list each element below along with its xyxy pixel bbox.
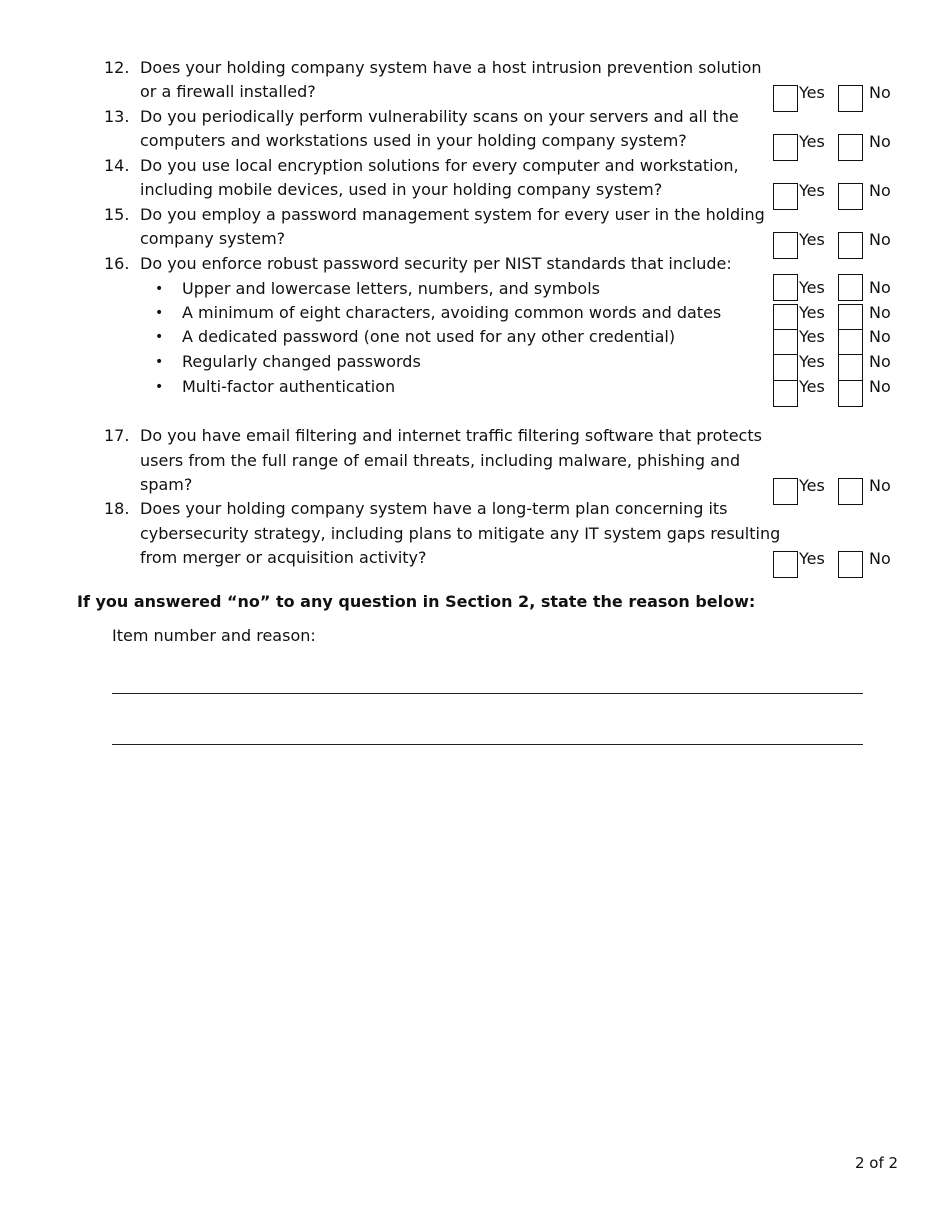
question-17-text-line2: users from the full range of email threats, including malware, phishing and	[140, 451, 741, 470]
reason-line-2[interactable]	[112, 744, 863, 745]
question-18-text-line1: Does your holding company system have a long-term plan concerning its	[140, 499, 728, 518]
q12-no-checkbox[interactable]	[838, 85, 863, 112]
question-13-number: 13.	[104, 107, 130, 126]
question-15-text-line2: company system?	[140, 229, 286, 248]
question-12-text-line2: or a firewall installed?	[140, 82, 316, 101]
question-18-text-line3: from merger or acquisition activity?	[140, 548, 427, 567]
yes-label: Yes	[799, 278, 825, 297]
no-answer-heading: If you answered “no” to any question in Section 2, state the reason below:	[77, 592, 756, 611]
no-label: No	[869, 278, 891, 297]
q12-yes-checkbox[interactable]	[773, 85, 798, 112]
yes-label: Yes	[799, 83, 825, 102]
q18-no-checkbox[interactable]	[838, 551, 863, 578]
yes-label: Yes	[799, 181, 825, 200]
no-label: No	[869, 83, 891, 102]
q14-yes-checkbox[interactable]	[773, 183, 798, 210]
yes-label: Yes	[799, 303, 825, 322]
question-16-text: Do you enforce robust password security per NIST standards that include:	[140, 254, 732, 273]
q17-no-checkbox[interactable]	[838, 478, 863, 505]
no-label: No	[869, 549, 891, 568]
q16-criterion4-no-checkbox[interactable]	[838, 354, 863, 381]
q14-no-checkbox[interactable]	[838, 183, 863, 210]
password-criterion-2: A minimum of eight characters, avoiding common words and dates	[182, 303, 722, 322]
yes-label: Yes	[799, 549, 825, 568]
q13-no-checkbox[interactable]	[838, 134, 863, 161]
no-label: No	[869, 327, 891, 346]
question-14-number: 14.	[104, 156, 130, 175]
question-13-text-line2: computers and workstations used in your holding company system?	[140, 131, 687, 150]
bullet-marker: •	[155, 329, 164, 345]
password-criterion-5: Multi-factor authentication	[182, 377, 396, 396]
password-criterion-1: Upper and lowercase letters, numbers, and symbols	[182, 279, 600, 298]
no-label: No	[869, 181, 891, 200]
yes-label: Yes	[799, 230, 825, 249]
question-15-number: 15.	[104, 205, 130, 224]
q16-criterion4-yes-checkbox[interactable]	[773, 354, 798, 381]
bullet-marker: •	[155, 305, 164, 321]
question-12-text-line1: Does your holding company system have a host intrusion prevention solution	[140, 58, 762, 77]
yes-label: Yes	[799, 132, 825, 151]
yes-label: Yes	[799, 352, 825, 371]
q15-no-checkbox[interactable]	[838, 232, 863, 259]
question-14-text-line2: including mobile devices, used in your holding company system?	[140, 180, 663, 199]
no-label: No	[869, 132, 891, 151]
item-reason-label: Item number and reason:	[112, 626, 316, 645]
yes-label: Yes	[799, 327, 825, 346]
no-label: No	[869, 352, 891, 371]
q16-criterion3-yes-checkbox[interactable]	[773, 329, 798, 356]
q17-yes-checkbox[interactable]	[773, 478, 798, 505]
no-label: No	[869, 230, 891, 249]
bullet-marker: •	[155, 354, 164, 370]
no-label: No	[869, 303, 891, 322]
q18-yes-checkbox[interactable]	[773, 551, 798, 578]
question-17-text-line3: spam?	[140, 475, 193, 494]
bullet-marker: •	[155, 379, 164, 395]
question-17-text-line1: Do you have email filtering and internet traffic filtering software that protects	[140, 426, 762, 445]
password-criterion-4: Regularly changed passwords	[182, 352, 421, 371]
bullet-marker: •	[155, 281, 164, 297]
page-number: 2 of 2	[855, 1154, 899, 1172]
question-14-text-line1: Do you use local encryption solutions for every computer and workstation,	[140, 156, 739, 175]
password-criterion-3: A dedicated password (one not used for any other credential)	[182, 327, 676, 346]
q15-yes-checkbox[interactable]	[773, 232, 798, 259]
q16-criterion5-yes-checkbox[interactable]	[773, 380, 798, 407]
question-12-number: 12.	[104, 58, 130, 77]
question-18-text-line2: cybersecurity strategy, including plans to mitigate any IT system gaps resulting	[140, 524, 781, 543]
question-15-text-line1: Do you employ a password management system for every user in the holding	[140, 205, 765, 224]
q16-criterion1-yes-checkbox[interactable]	[773, 274, 798, 301]
question-16-number: 16.	[104, 254, 130, 273]
reason-line-1[interactable]	[112, 693, 863, 694]
q16-criterion1-no-checkbox[interactable]	[838, 274, 863, 301]
question-17-number: 17.	[104, 426, 130, 445]
question-13-text-line1: Do you periodically perform vulnerability scans on your servers and all the	[140, 107, 739, 126]
yes-label: Yes	[799, 377, 825, 396]
yes-label: Yes	[799, 476, 825, 495]
q16-criterion2-yes-checkbox[interactable]	[773, 304, 798, 331]
no-label: No	[869, 377, 891, 396]
q16-criterion3-no-checkbox[interactable]	[838, 329, 863, 356]
question-18-number: 18.	[104, 499, 130, 518]
q16-criterion5-no-checkbox[interactable]	[838, 380, 863, 407]
q13-yes-checkbox[interactable]	[773, 134, 798, 161]
q16-criterion2-no-checkbox[interactable]	[838, 304, 863, 331]
no-label: No	[869, 476, 891, 495]
